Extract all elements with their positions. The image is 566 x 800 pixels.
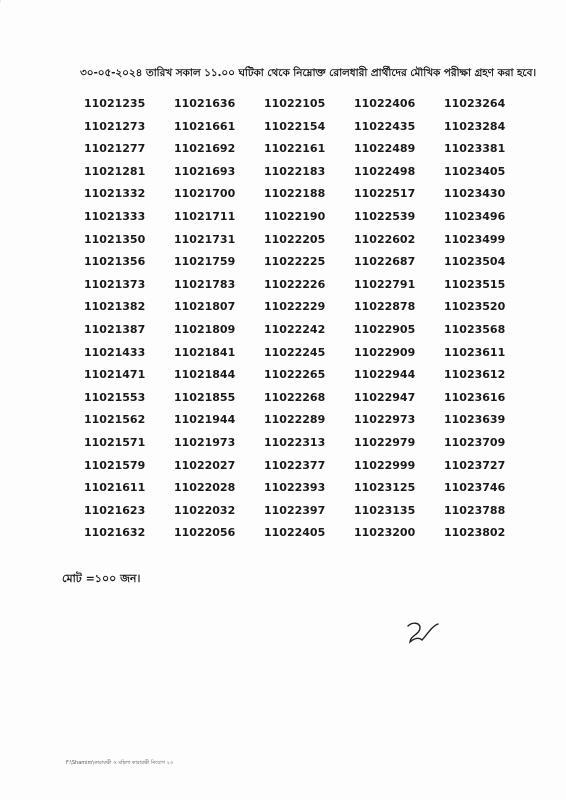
roll-number: 11021350	[84, 232, 146, 246]
roll-column-1	[84, 93, 164, 545]
roll-number: 11022406	[354, 97, 416, 110]
roll-number: 11022028	[174, 481, 236, 495]
roll-column-4	[354, 93, 434, 545]
roll-number: 11021433	[84, 345, 146, 359]
roll-number: 11022687	[354, 255, 416, 269]
roll-number: 11022161	[264, 142, 326, 156]
roll-number: 11021332	[84, 187, 146, 201]
roll-number: 11023639	[444, 413, 506, 427]
roll-number: 11022909	[354, 345, 416, 359]
roll-number: 11022105	[264, 97, 326, 110]
roll-number: 11021700	[174, 187, 236, 201]
roll-number: 11022791	[354, 277, 416, 291]
roll-number: 11023802	[444, 526, 506, 540]
roll-number: 11021235	[84, 97, 146, 110]
roll-number: 11021855	[174, 390, 236, 404]
roll-number-grid	[84, 93, 504, 543]
roll-number: 11021807	[174, 300, 236, 314]
roll-number: 11023612	[444, 368, 506, 382]
roll-number: 11021356	[84, 255, 146, 269]
roll-number: 11022999	[354, 458, 416, 472]
roll-number: 11023520	[444, 300, 506, 314]
roll-column-3	[264, 93, 344, 545]
roll-column-5	[444, 93, 524, 545]
roll-number: 11022397	[264, 503, 326, 517]
roll-number: 11021333	[84, 209, 146, 223]
exam-notice-heading: ৩০-০৫-২০২৪ তারিখ সকাল ১১.০০ ঘটিকা থেকে নিম্নোক্ত রোলধারী প্রার্থীদের মৌখিক পরীক্ষা গ্রহণ করা হবে।	[80, 67, 537, 79]
roll-number: 11022242	[264, 322, 326, 336]
total-count: মোট =১০০ জন।	[62, 572, 141, 585]
roll-number: 11022905	[354, 322, 416, 336]
roll-number: 11022405	[264, 526, 326, 540]
roll-number: 11021382	[84, 300, 146, 314]
roll-number: 11021273	[84, 119, 146, 133]
roll-number: 11023125	[354, 481, 416, 495]
roll-number: 11021277	[84, 142, 146, 156]
roll-number: 11021373	[84, 277, 146, 291]
roll-number: 11021809	[174, 322, 236, 336]
roll-number: 11023405	[444, 164, 506, 178]
roll-number: 11021759	[174, 255, 236, 269]
roll-number: 11022489	[354, 142, 416, 156]
roll-number: 11022979	[354, 435, 416, 449]
roll-number: 11022190	[264, 209, 326, 223]
roll-number: 11022973	[354, 413, 416, 427]
roll-number: 11023496	[444, 209, 506, 223]
roll-number: 11021562	[84, 413, 146, 427]
file-path-footer: F:\Shamim\কারারক্ষী ও মহিলা কারারক্ষী নিয়োগ ২৩	[66, 760, 174, 766]
roll-number: 11023616	[444, 390, 506, 404]
roll-number: 11022947	[354, 390, 416, 404]
roll-number: 11021579	[84, 458, 146, 472]
signature-mark	[398, 618, 442, 648]
roll-number: 11022539	[354, 209, 416, 223]
roll-number: 11021844	[174, 368, 236, 382]
roll-number: 11021944	[174, 413, 236, 427]
roll-number: 11023200	[354, 526, 416, 540]
roll-number: 11021661	[174, 119, 236, 133]
roll-number: 11022377	[264, 458, 326, 472]
roll-number: 11023135	[354, 503, 416, 517]
roll-number: 11023499	[444, 232, 506, 246]
roll-number: 11021692	[174, 142, 236, 156]
roll-number: 11022498	[354, 164, 416, 178]
roll-number: 11023284	[444, 119, 506, 133]
roll-number: 11021783	[174, 277, 236, 291]
roll-number: 11023430	[444, 187, 506, 201]
roll-number: 11023709	[444, 435, 506, 449]
roll-number: 11021471	[84, 368, 146, 382]
roll-number: 11021632	[84, 526, 146, 540]
roll-number: 11022393	[264, 481, 326, 495]
roll-number: 11021841	[174, 345, 236, 359]
roll-number: 11022435	[354, 119, 416, 133]
roll-number: 11023568	[444, 322, 506, 336]
roll-number: 11021636	[174, 97, 236, 110]
roll-number: 11021571	[84, 435, 146, 449]
roll-number: 11023746	[444, 481, 506, 495]
roll-number: 11021553	[84, 390, 146, 404]
roll-number: 11022188	[264, 187, 326, 201]
roll-number: 11022265	[264, 368, 326, 382]
roll-number: 11022205	[264, 232, 326, 246]
roll-number: 11022225	[264, 255, 326, 269]
roll-number: 11022268	[264, 390, 326, 404]
roll-number: 11022313	[264, 435, 326, 449]
roll-number: 11022056	[174, 526, 236, 540]
roll-number: 11022027	[174, 458, 236, 472]
roll-number: 11022878	[354, 300, 416, 314]
page-fold-mark	[0, 0, 41, 110]
roll-number: 11021973	[174, 435, 236, 449]
roll-number: 11021387	[84, 322, 146, 336]
roll-number: 11023381	[444, 142, 506, 156]
roll-column-2	[174, 93, 254, 545]
roll-number: 11022517	[354, 187, 416, 201]
roll-number: 11021711	[174, 209, 236, 223]
roll-number: 11022226	[264, 277, 326, 291]
roll-number: 11022229	[264, 300, 326, 314]
roll-number: 11021611	[84, 481, 146, 495]
roll-number: 11022183	[264, 164, 326, 178]
roll-number: 11021693	[174, 164, 236, 178]
roll-number: 11023611	[444, 345, 506, 359]
roll-number: 11023504	[444, 255, 506, 269]
roll-number: 11022245	[264, 345, 326, 359]
roll-number: 11021731	[174, 232, 236, 246]
roll-number: 11022032	[174, 503, 236, 517]
roll-number: 11023788	[444, 503, 506, 517]
roll-number: 11021281	[84, 164, 146, 178]
roll-number: 11022602	[354, 232, 416, 246]
roll-number: 11021623	[84, 503, 146, 517]
roll-number: 11022944	[354, 368, 416, 382]
roll-number: 11022289	[264, 413, 326, 427]
roll-number: 11023727	[444, 458, 506, 472]
roll-number: 11023264	[444, 97, 506, 110]
roll-number: 11022154	[264, 119, 326, 133]
roll-number: 11023515	[444, 277, 506, 291]
